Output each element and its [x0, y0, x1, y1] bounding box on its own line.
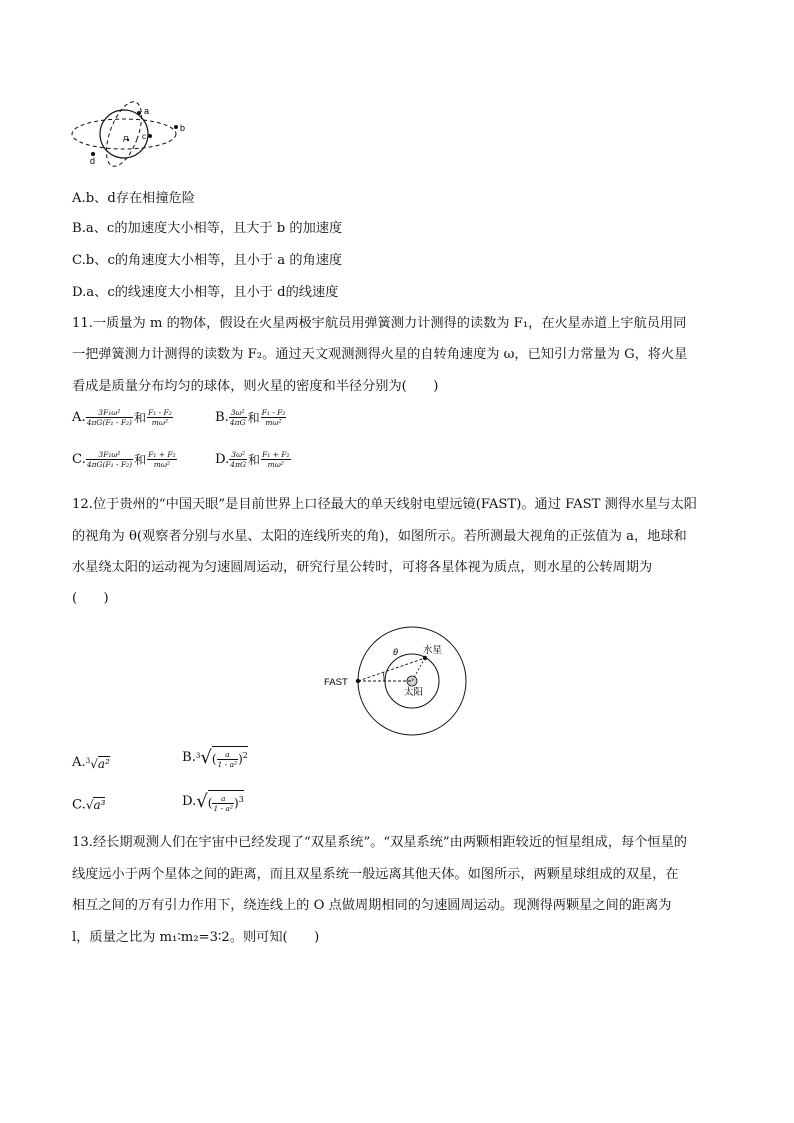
q12-stem-line3: 水星绕太阳的运动视为匀速圆周运动，研究行星公转时，可将各星体视为质点，则水星的公转周期为: [72, 560, 653, 575]
q11-b-num1: 3ω²: [230, 408, 245, 417]
q12-b-power: 2: [242, 751, 248, 760]
q10-option-b: B.a、c的加速度大小相等，且大于 b 的加速度: [72, 221, 343, 236]
q11-stem-line1: 11.一质量为 m 的物体，假设在火星两极宇航员用弹簧测力计测得的读数为 F₁，在火星赤道上宇航员用同: [72, 316, 687, 331]
q11-c-den2: mω²: [153, 460, 170, 469]
q11-d-den1: 4πG: [230, 460, 246, 469]
satellite-b-dot: [174, 125, 178, 129]
q12-b-root-index: 3: [195, 752, 201, 760]
q13-stem-line3: 相互之间的万有引力作用下，绕连线上的 O 点做周期相同的匀速圆周运动。现测得两颗星之间的距离为: [72, 898, 672, 913]
q12-stem-line1: 12.位于贵州的“中国天眼”是目前世界上口径最大的单天线射电望远镜(FAST)。通过 FAST 测得水星与太阳: [72, 497, 697, 512]
q11-option-a: [72, 408, 173, 427]
q12-d-fraction: [212, 794, 234, 813]
q11-a-num1: 3F₁ω²: [86, 408, 133, 418]
q11-c-fraction-density: [86, 450, 133, 469]
label-c: c: [142, 132, 146, 141]
orbit-figure: [66, 96, 196, 168]
q11-a-num2: F₁ - F₂: [148, 408, 172, 417]
q11-a-and: 和: [134, 410, 147, 425]
label-sun: 太阳: [404, 687, 424, 698]
q12-option-a: [72, 752, 110, 773]
q12-d-den: 1 - a²: [213, 804, 234, 813]
q12-option-d: [182, 790, 244, 813]
label-d: d: [90, 156, 96, 166]
label-fast: FAST: [324, 677, 348, 688]
q11-b-num2: F₁ - F₂: [261, 408, 286, 417]
q12-d-sqrt: √( $\frac{a}{\text{1 - a²}}$ )$^3$: [196, 791, 244, 813]
q11-a-fraction-radius: [147, 408, 173, 427]
q11-b-and: 和: [247, 410, 260, 425]
q11-b-fraction-radius: [261, 408, 287, 427]
satellite-a-dot: [137, 111, 141, 115]
q11-option-b: [215, 408, 286, 427]
q10-option-a: A.b、d存在相撞危险: [72, 191, 195, 206]
q11-stem-line2: 一把弹簧测力计测得的读数为 F₂。通过天文观测测得火星的自转角速度为 ω，已知引力常量为 G，将火星: [72, 347, 688, 362]
label-theta: θ: [393, 647, 398, 657]
q12-option-b-label: B.: [182, 750, 196, 765]
q12-option-c-label: C.: [72, 797, 86, 813]
q11-a-fraction-density: [86, 408, 133, 427]
q11-c-and: 和: [134, 452, 147, 467]
label-a: a: [144, 106, 150, 116]
q11-b-den2: mω²: [265, 418, 282, 427]
theta-arc: [383, 672, 384, 681]
q11-d-and: 和: [248, 452, 261, 467]
q13-stem-line4: l，质量之比为 m₁∶m₂=3∶2。则可知( ): [72, 930, 320, 945]
q11-d-fraction-density: [229, 450, 247, 469]
q12-option-a-label: A.: [72, 755, 86, 770]
q12-b-fraction: [217, 750, 239, 769]
satellite-c-dot: [148, 134, 152, 138]
q11-c-num2: F₁ + F₂: [148, 450, 176, 459]
q10-option-c: C.b、c的角速度大小相等，且小于 a 的角速度: [72, 253, 343, 268]
q13-stem-line2: 线度远小于两个星体之间的距离，而且双星系统一般远离其他天体。如图所示，两颗星球组成的双星，在: [72, 867, 679, 882]
q10-option-d: D.a、c的线速度大小相等，且小于 d的线速度: [72, 285, 339, 300]
q12-d-num: a: [212, 794, 234, 804]
planet-circle: [100, 110, 148, 158]
q11-option-c: [72, 450, 177, 469]
q11-c-den1: 4πG(F₁ - F₂): [86, 460, 133, 469]
fast-figure: [322, 624, 472, 738]
q11-stem-line3: 看成是质量分布均匀的球体，则火星的密度和半径分别为( ): [72, 379, 439, 394]
q11-c-num1: 3F₁ω²: [86, 450, 133, 460]
q12-b-den: 1 - a²: [217, 760, 238, 769]
q11-c-fraction-radius: [147, 450, 176, 469]
label-p: P: [123, 135, 129, 144]
q11-b-fraction-density: [229, 408, 247, 427]
q12-option-c: [72, 796, 105, 815]
q12-a-radicand: a²: [97, 757, 110, 771]
q11-a-den1: 4πG(F₁ - F₂): [86, 418, 132, 427]
q12-b-cube-root: $^3$√( $\frac{a}{\text{1 - a²}}$ )$^2$: [195, 747, 248, 769]
q11-d-num1: 3ω²: [231, 450, 246, 459]
q12-stem-line4: ( ): [72, 591, 109, 606]
q12-c-radicand: a³: [93, 798, 106, 812]
q11-d-den2: mω²: [267, 460, 284, 469]
q12-a-cube-root: $^3$√a²: [85, 757, 110, 771]
q11-option-d-label: D.: [215, 452, 230, 467]
equatorial-orbit: [72, 119, 176, 149]
q11-option-d: [215, 450, 291, 469]
q11-a-den2: mω²: [151, 418, 168, 427]
q12-option-d-label: D.: [182, 794, 197, 809]
q12-stem-line2: 的视角为 θ(观察者分别与水星、太阳的连线所夹的角)，如图所示。若所测最大视角的正弦值为 a，地球和: [72, 529, 687, 544]
q12-b-num: a: [217, 750, 239, 760]
q12-option-b: [182, 746, 248, 769]
label-b: b: [180, 123, 186, 133]
q11-option-b-label: B.: [215, 410, 229, 425]
q11-option-a-label: A.: [72, 410, 86, 425]
q12-a-root-index: 3: [85, 757, 91, 765]
label-mercury: 水星: [423, 645, 443, 656]
q11-option-c-label: C.: [72, 452, 86, 467]
q13-stem-line1: 13.经长期观测人们在宇宙中已经发现了“双星系统”。“双星系统”由两颗相距较近的恒星组成，每个恒星的: [72, 835, 687, 850]
q11-d-fraction-radius: [261, 450, 290, 469]
q12-d-power: 3: [238, 795, 244, 804]
q11-d-num2: F₁ + F₂: [262, 450, 290, 459]
q12-c-sqrt: √a³: [85, 798, 106, 812]
q11-b-den1: 4πG: [229, 418, 246, 427]
